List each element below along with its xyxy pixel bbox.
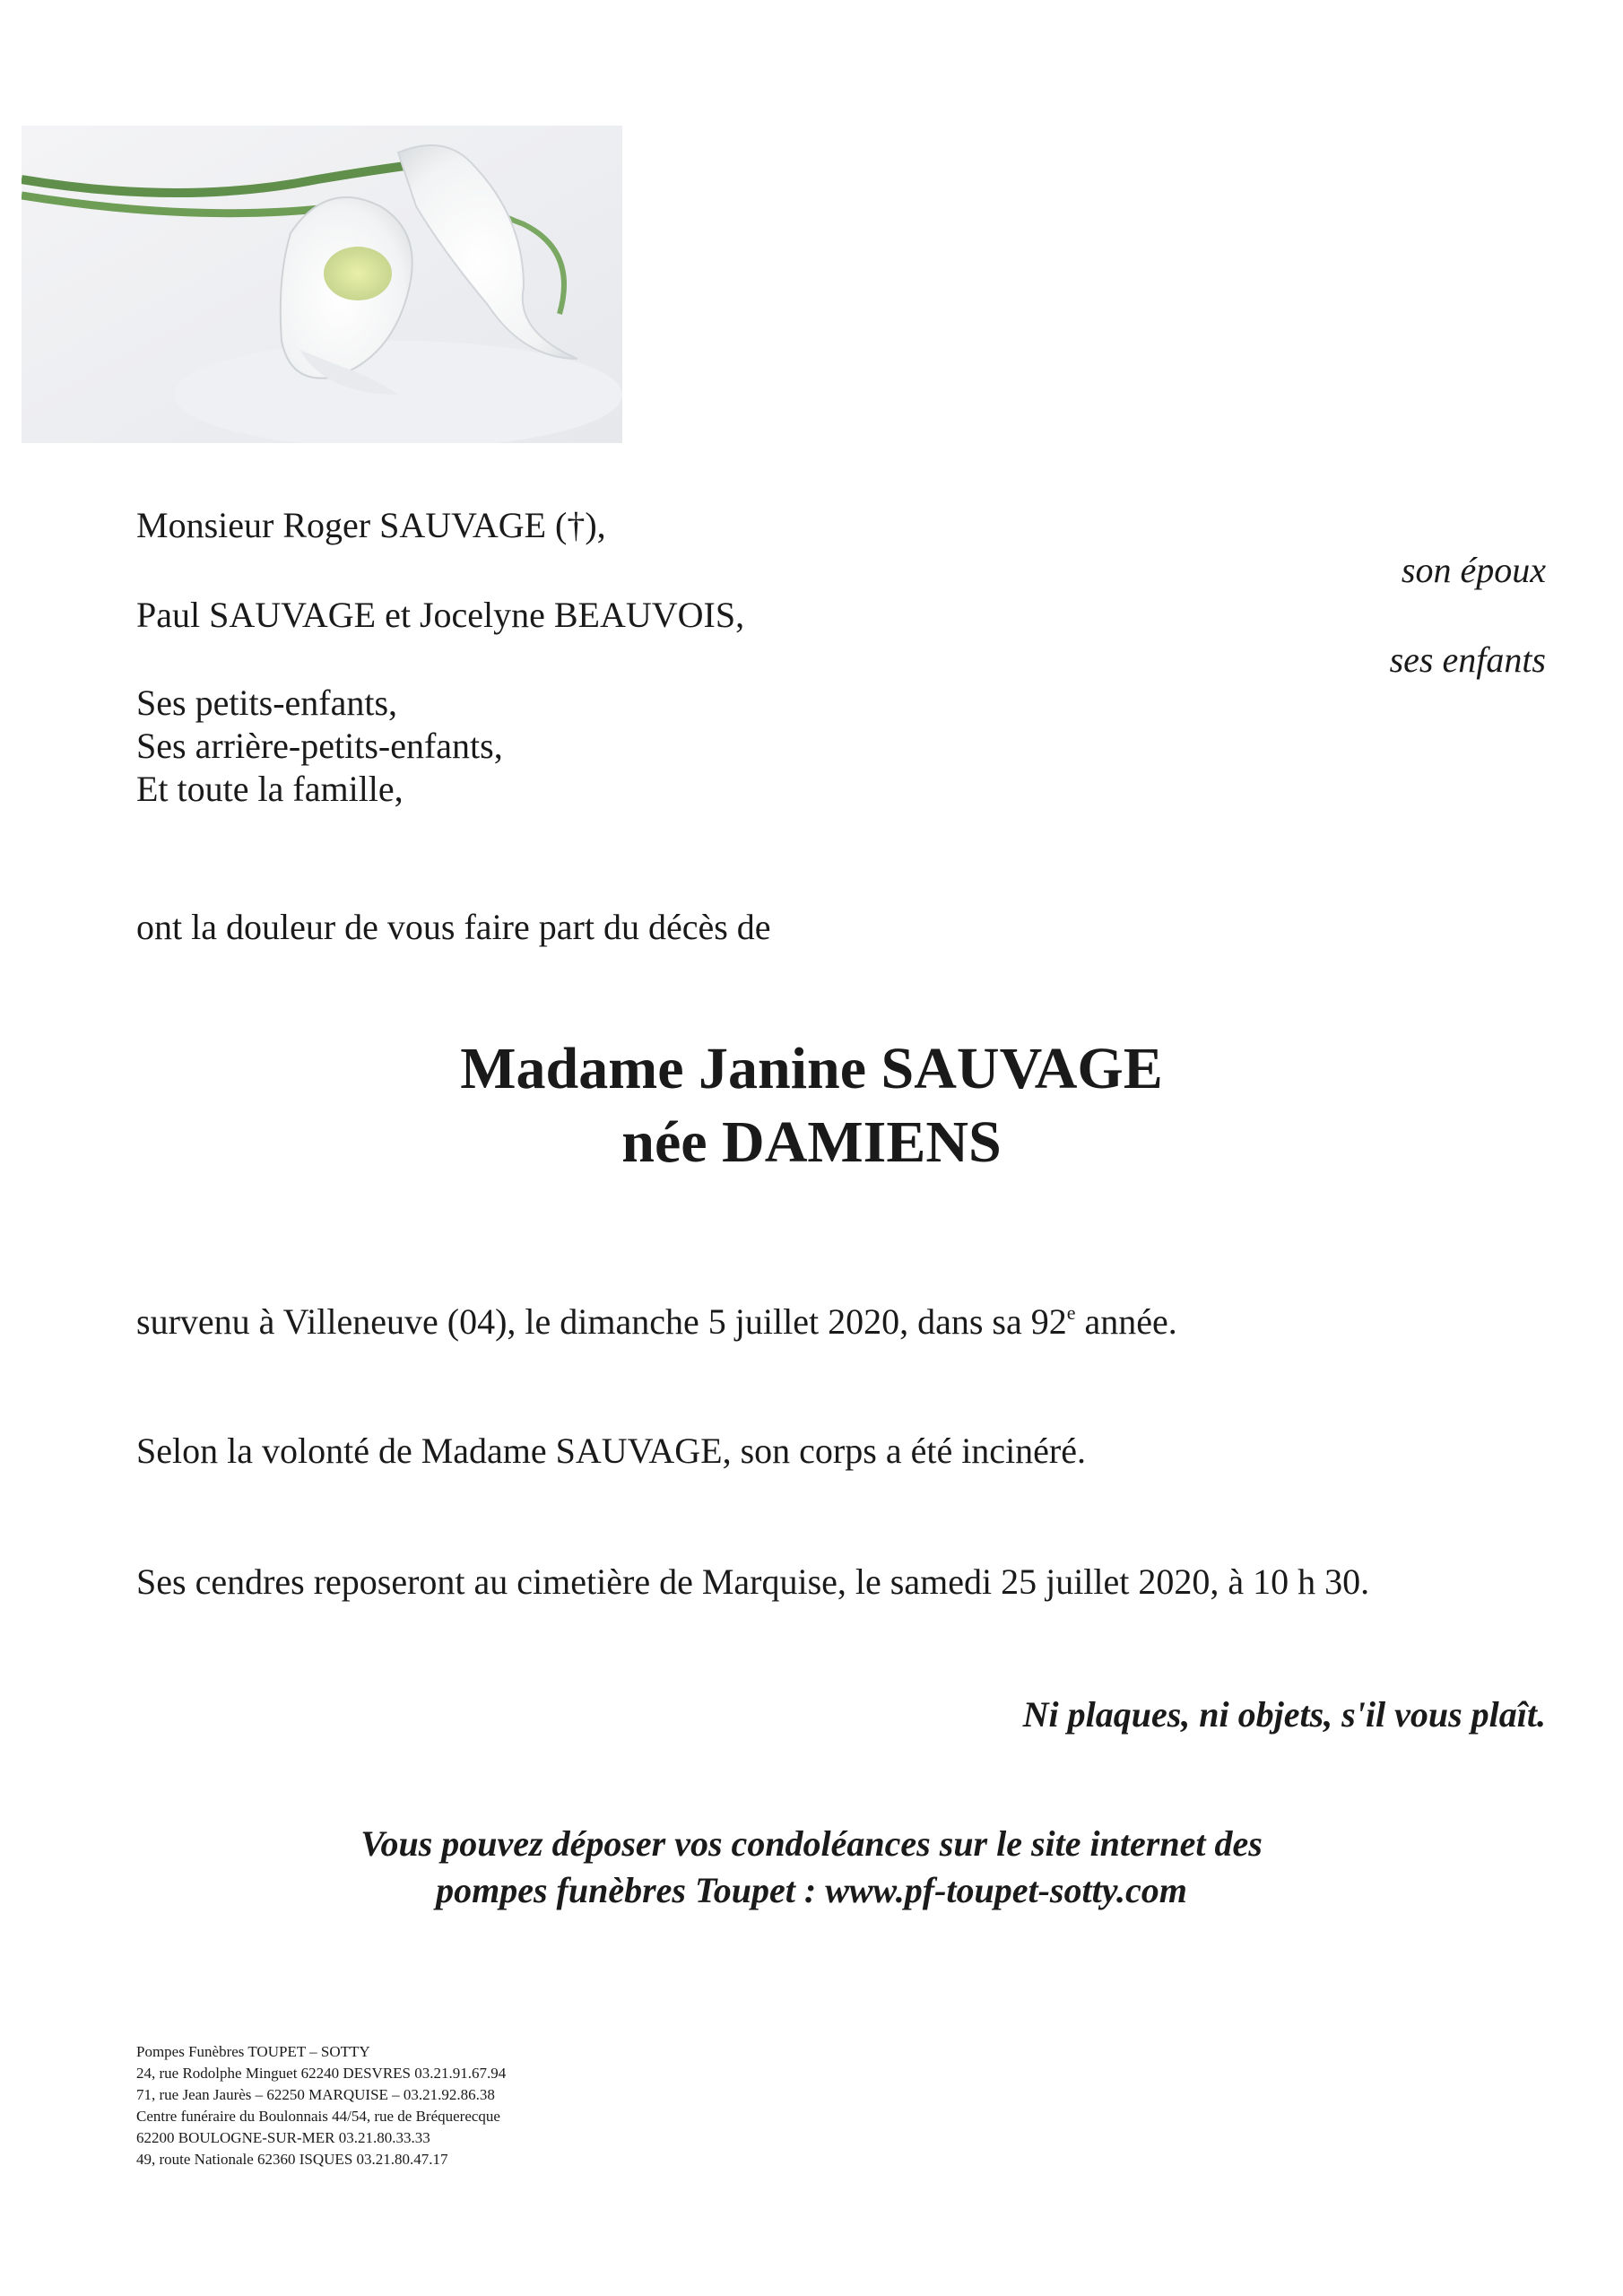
relation-spouse: son époux	[1401, 550, 1546, 590]
funeral-home-footer	[136, 2041, 506, 2170]
family-great-grandchildren-line: Ses arrière-petits-enfants,	[136, 726, 503, 766]
footer-line: Centre funéraire du Boulonnais 44/54, rue de Bréquerecque	[136, 2108, 500, 2125]
footer-line: 24, rue Rodolphe Minguet 62240 DESVRES 03.21.91.67.94	[136, 2065, 507, 2082]
no-flowers-request: Ni plaques, ni objets, s'il vous plaît.	[1022, 1694, 1546, 1735]
footer-line: 62200 BOULOGNE-SUR-MER 03.21.80.33.33	[136, 2129, 430, 2146]
family-children-line: Paul SAUVAGE et Jocelyne BEAUVOIS,	[136, 595, 745, 635]
condolences-line-1: Vous pouvez déposer vos condoléances sur le site internet des	[360, 1823, 1263, 1864]
death-details	[136, 1300, 1177, 1349]
family-all-line: Et toute la famille,	[136, 769, 404, 809]
deceased-name: Madame Janine SAUVAGE	[460, 1036, 1163, 1101]
relation-children: ses enfants	[1389, 639, 1546, 680]
deceased-maiden-name: née DAMIENS	[621, 1109, 1002, 1175]
family-spouse-line: Monsieur Roger SAUVAGE (†),	[136, 505, 606, 545]
footer-line: Pompes Funèbres TOUPET – SOTTY	[136, 2043, 370, 2060]
death-details-end: année.	[1075, 1301, 1177, 1342]
condolences-line-2: pompes funèbres Toupet : www.pf-toupet-sotty.com	[436, 1870, 1187, 1910]
footer-line: 71, rue Jean Jaurès – 62250 MARQUISE – 03.21.92.86.38	[136, 2086, 495, 2103]
calla-lily-image	[22, 126, 622, 443]
death-details-main: survenu à Villeneuve (04), le dimanche 5 juillet 2020, dans sa 92	[136, 1301, 1067, 1342]
ashes-ceremony-text: Ses cendres reposeront au cimetière de Marquise, le samedi 25 juillet 2020, à 10 h 30.	[136, 1561, 1370, 1602]
family-grandchildren-line: Ses petits-enfants,	[136, 683, 398, 723]
cremation-text: Selon la volonté de Madame SAUVAGE, son corps a été incinéré.	[136, 1431, 1087, 1471]
announcement-text: ont la douleur de vous faire part du décès de	[136, 907, 771, 947]
death-details-sup: e	[1066, 1300, 1076, 1324]
footer-line: 49, route Nationale 62360 ISQUES 03.21.80.47.17	[136, 2151, 448, 2168]
